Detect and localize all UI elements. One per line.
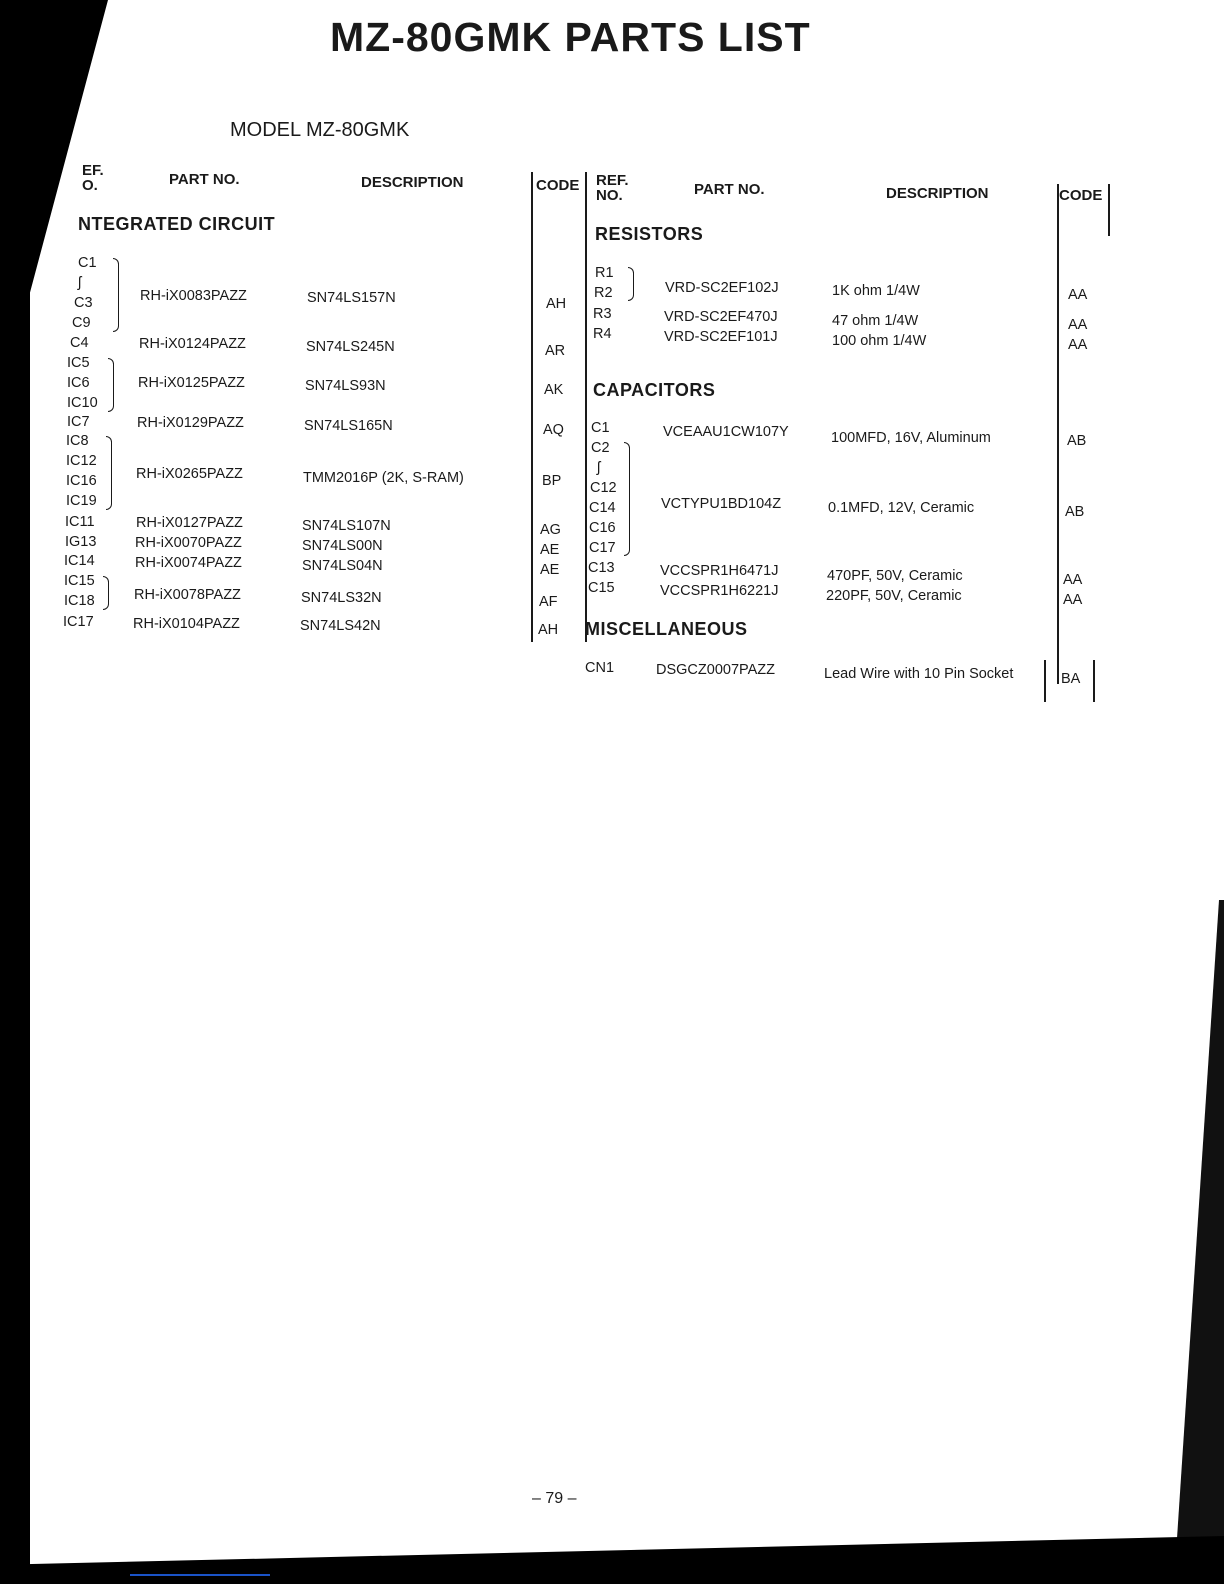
ref-no: C1 xyxy=(78,255,97,271)
part-no-header-left: PART NO. xyxy=(169,171,240,188)
description: SN74LS04N xyxy=(302,558,383,574)
description: SN74LS157N xyxy=(307,290,396,306)
code: AB xyxy=(1065,504,1085,520)
part-no: DSGCZ0007PAZZ xyxy=(656,662,775,678)
ref-no: C13 xyxy=(588,560,615,576)
page-title: MZ-80GMK PARTS LIST xyxy=(330,14,811,60)
group-brace xyxy=(628,267,634,301)
ref-no: IC5 xyxy=(67,355,90,371)
scan-edge-right xyxy=(1174,900,1224,1584)
ref-no: IC7 xyxy=(67,414,90,430)
ref-no: ʃ xyxy=(78,275,82,291)
ref-no: C15 xyxy=(588,580,615,596)
code: AA xyxy=(1068,317,1088,333)
code: AA xyxy=(1063,572,1083,588)
ref-no: CN1 xyxy=(585,660,615,676)
description: SN74LS107N xyxy=(302,518,391,534)
part-no: RH-iX0078PAZZ xyxy=(134,587,241,603)
description: SN74LS245N xyxy=(306,339,395,355)
ref-no: IC6 xyxy=(67,375,90,391)
part-no: RH-iX0127PAZZ xyxy=(136,515,243,531)
ref-no: C16 xyxy=(589,520,616,536)
description: SN74LS42N xyxy=(300,618,381,634)
description: SN74LS00N xyxy=(302,538,383,554)
part-no: VCCSPR1H6221J xyxy=(660,583,779,599)
part-no: VRD-SC2EF102J xyxy=(665,280,779,296)
ref-no: C3 xyxy=(74,295,93,311)
ref-no: C12 xyxy=(590,480,617,496)
ref-no: IG13 xyxy=(65,534,97,550)
ref-no: R2 xyxy=(594,285,613,301)
description-header-left: DESCRIPTION xyxy=(361,174,464,191)
code: AA xyxy=(1063,592,1083,608)
part-no: RH-iX0265PAZZ xyxy=(136,466,243,482)
code: AK xyxy=(544,382,564,398)
description: 220PF, 50V, Ceramic xyxy=(826,588,962,604)
ref-no: C17 xyxy=(589,540,616,556)
column-rule xyxy=(1108,184,1110,236)
part-no: RH-iX0129PAZZ xyxy=(137,415,244,431)
scan-edge-bottom xyxy=(0,1536,1224,1584)
code: AF xyxy=(539,594,558,610)
description: Lead Wire with 10 Pin Socket xyxy=(824,666,1014,682)
part-no: RH-iX0074PAZZ xyxy=(135,555,242,571)
column-rule xyxy=(1093,660,1095,702)
part-no: RH-iX0104PAZZ xyxy=(133,616,240,632)
ref-no: C2 xyxy=(591,440,610,456)
ref-no: IC16 xyxy=(66,473,97,489)
part-no: VRD-SC2EF101J xyxy=(664,329,778,345)
ref-no: IC17 xyxy=(63,614,94,630)
description: TMM2016P (2K, S-RAM) xyxy=(303,470,464,486)
part-no: RH-iX0125PAZZ xyxy=(138,375,245,391)
column-rule xyxy=(585,172,587,642)
description: 100 ohm 1/4W xyxy=(832,333,927,349)
ref-no: IC18 xyxy=(64,593,95,609)
part-no: VCCSPR1H6471J xyxy=(660,563,779,579)
scan-edge-left xyxy=(0,0,30,1584)
column-rule xyxy=(1044,660,1046,702)
description: SN74LS32N xyxy=(301,590,382,606)
ref-no: IC10 xyxy=(67,395,98,411)
part-no: VCEAAU1CW107Y xyxy=(663,424,789,440)
ref-no: ʃ xyxy=(597,460,601,476)
page-number: – 79 – xyxy=(532,1490,577,1507)
description: 100MFD, 16V, Aluminum xyxy=(831,430,991,446)
group-brace xyxy=(624,442,630,556)
code: AA xyxy=(1068,337,1088,353)
section-miscellaneous: MISCELLANEOUS xyxy=(585,619,748,639)
group-brace xyxy=(106,436,112,510)
ref-no: C1 xyxy=(591,420,610,436)
code: AH xyxy=(546,296,567,312)
description: 1K ohm 1/4W xyxy=(832,283,920,299)
code: BA xyxy=(1061,671,1081,687)
ref-no: IC12 xyxy=(66,453,97,469)
ref-no-header-right: REF. NO. xyxy=(596,172,629,204)
ref-no: IC8 xyxy=(66,433,89,449)
part-no: VRD-SC2EF470J xyxy=(664,309,778,325)
description: 0.1MFD, 12V, Ceramic xyxy=(828,500,975,516)
ref-no: IC19 xyxy=(66,493,97,509)
ref-no: R3 xyxy=(593,306,612,322)
ref-no: R4 xyxy=(593,326,612,342)
ref-no: C9 xyxy=(72,315,91,331)
part-no: VCTYPU1BD104Z xyxy=(661,496,782,512)
model-label: MODEL MZ-80GMK xyxy=(230,119,410,141)
part-no: RH-iX0124PAZZ xyxy=(139,336,246,352)
ref-no: C4 xyxy=(70,335,89,351)
description: 47 ohm 1/4W xyxy=(832,313,919,329)
ref-no: R1 xyxy=(595,265,614,281)
description: SN74LS93N xyxy=(305,378,386,394)
description: SN74LS165N xyxy=(304,418,393,434)
group-brace xyxy=(108,358,114,412)
description-header-right: DESCRIPTION xyxy=(886,185,989,202)
description: 470PF, 50V, Ceramic xyxy=(827,568,963,584)
ref-no: IC14 xyxy=(64,553,95,569)
code: AG xyxy=(540,522,561,538)
ref-no: C14 xyxy=(589,500,616,516)
ref-no-header-left: EF. O. xyxy=(82,162,104,194)
ref-no: IC11 xyxy=(65,514,95,530)
part-no: RH-iX0070PAZZ xyxy=(135,535,242,551)
section-capacitors: CAPACITORS xyxy=(593,380,716,400)
code: AE xyxy=(540,542,560,558)
code-header-right: CODE xyxy=(1059,187,1103,204)
code: AH xyxy=(538,622,559,638)
part-no-header-right: PART NO. xyxy=(694,181,765,198)
section-integrated-circuit: NTEGRATED CIRCUIT xyxy=(78,214,276,234)
ref-no: IC15 xyxy=(64,573,95,589)
section-resistors: RESISTORS xyxy=(595,224,704,244)
part-no: RH-iX0083PAZZ xyxy=(140,288,247,304)
code: AA xyxy=(1068,287,1088,303)
code: AR xyxy=(545,343,566,359)
code: AB xyxy=(1067,433,1087,449)
code: AE xyxy=(540,562,560,578)
code-header-left: CODE xyxy=(536,177,580,194)
scan-mark-bottom xyxy=(130,1574,270,1576)
group-brace xyxy=(113,258,119,332)
code: BP xyxy=(542,473,562,489)
column-rule xyxy=(531,172,533,642)
column-rule xyxy=(1057,184,1059,684)
code: AQ xyxy=(543,422,564,438)
group-brace xyxy=(103,576,109,610)
